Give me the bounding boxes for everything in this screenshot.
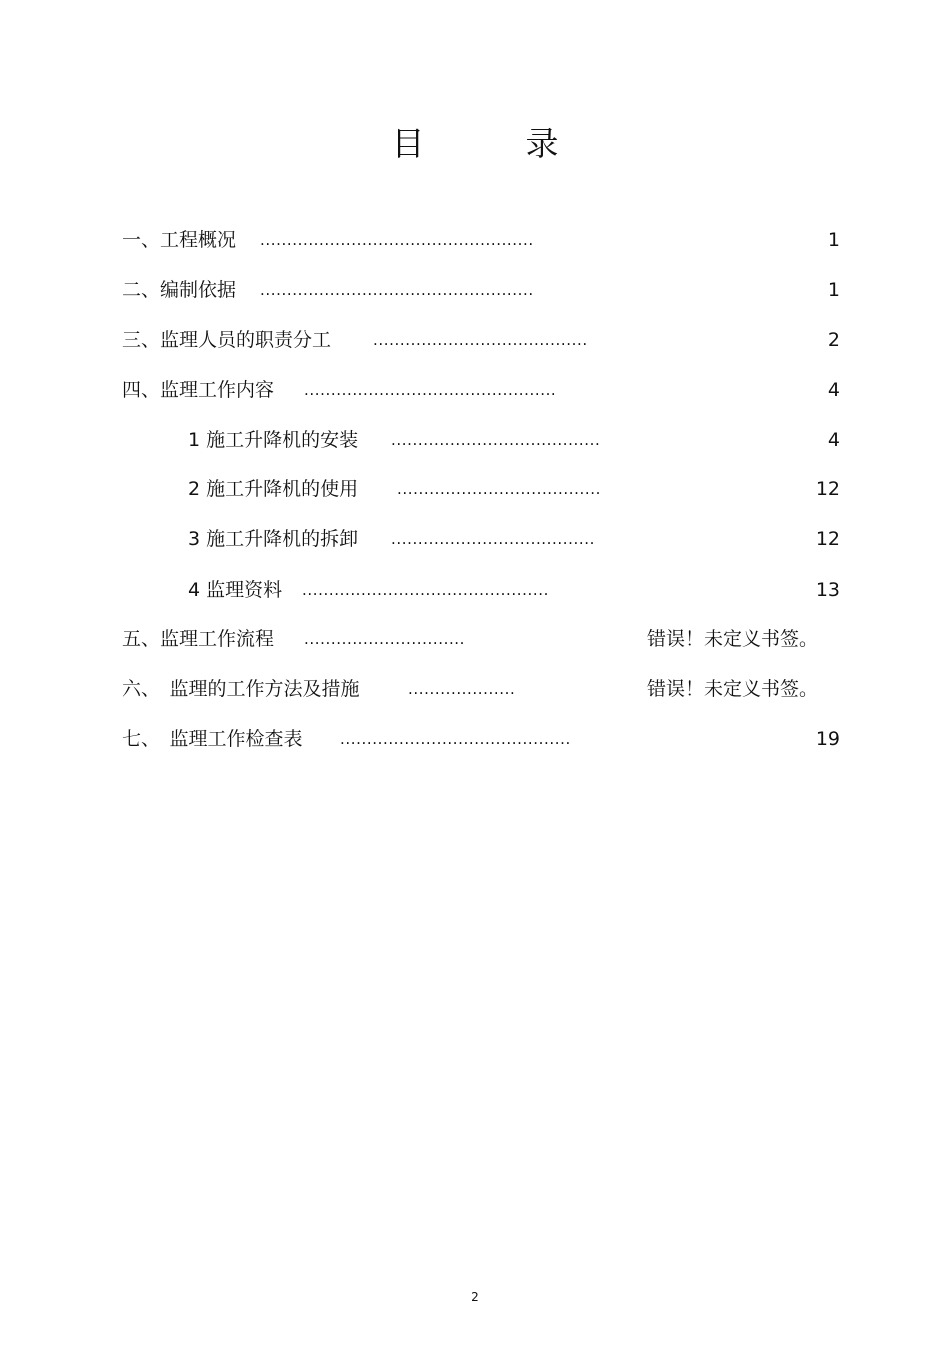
toc-entry-label: 七、 监理工作检查表 xyxy=(122,728,303,750)
toc-entry-label: 3 施工升降机的拆卸 xyxy=(188,528,359,550)
toc-entry-leader-dots: .............................. xyxy=(304,630,466,648)
toc-entry[interactable] xyxy=(0,225,950,255)
footer-page-number: 2 xyxy=(471,1290,479,1304)
toc-entry-page-number: 4 xyxy=(827,429,840,451)
toc-entry-leader-dots: ................................................... xyxy=(260,281,534,299)
toc-entry[interactable] xyxy=(0,325,950,355)
toc-subentry[interactable] xyxy=(0,575,950,605)
toc-entry-page-number: 12 xyxy=(815,528,840,550)
toc-entry-leader-dots: .................... xyxy=(408,680,516,698)
toc-subentry[interactable] xyxy=(0,524,950,554)
toc-entry[interactable] xyxy=(0,275,950,305)
toc-entry[interactable] xyxy=(0,375,950,405)
toc-entry[interactable] xyxy=(0,674,950,704)
toc-entry-label: 四、监理工作内容 xyxy=(122,379,275,401)
toc-entry-page-number: 1 xyxy=(827,229,840,251)
toc-entry-leader-dots: ........................................... xyxy=(340,730,571,748)
toc-title: 目 录 xyxy=(391,124,593,163)
toc-entry[interactable] xyxy=(0,724,950,754)
toc-entry-bookmark-error: 错误！未定义书签。 xyxy=(646,678,818,700)
toc-entry-leader-dots: ...................................... xyxy=(397,480,601,498)
toc-entry[interactable] xyxy=(0,624,950,654)
toc-entry-leader-dots: .............................................. xyxy=(302,581,549,599)
toc-entry-label: 三、监理人员的职责分工 xyxy=(122,329,332,351)
toc-entry-bookmark-error: 错误！未定义书签。 xyxy=(646,628,818,650)
toc-entry-leader-dots: ................................................... xyxy=(260,231,534,249)
toc-subentry[interactable] xyxy=(0,425,950,455)
toc-entry-leader-dots: ...................................... xyxy=(391,530,595,548)
toc-entry-page-number: 4 xyxy=(827,379,840,401)
toc-entry-label: 五、监理工作流程 xyxy=(122,628,275,650)
toc-entry-label: 六、 监理的工作方法及措施 xyxy=(122,678,360,700)
toc-subentry[interactable] xyxy=(0,474,950,504)
toc-entry-label: 二、编制依据 xyxy=(122,279,237,301)
toc-entry-label: 2 施工升降机的使用 xyxy=(188,478,359,500)
toc-entry-leader-dots: ....................................... xyxy=(391,431,601,449)
toc-entry-leader-dots: ............................................... xyxy=(304,381,557,399)
toc-entry-page-number: 1 xyxy=(827,279,840,301)
toc-entry-page-number: 13 xyxy=(815,579,840,601)
toc-entry-leader-dots: ........................................ xyxy=(373,331,588,349)
toc-entry-page-number: 12 xyxy=(815,478,840,500)
toc-entry-page-number: 2 xyxy=(827,329,840,351)
toc-entry-page-number: 19 xyxy=(815,728,840,750)
toc-entry-label: 1 施工升降机的安装 xyxy=(188,429,359,451)
toc-entry-label: 4 监理资料 xyxy=(188,579,283,601)
toc-entry-label: 一、工程概况 xyxy=(122,229,237,251)
